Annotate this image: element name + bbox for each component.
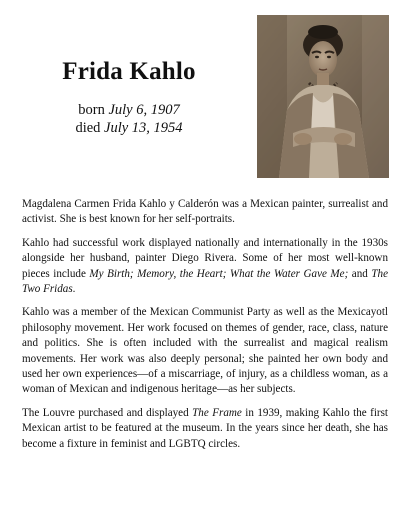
born-label: born	[78, 102, 105, 118]
works-list: My Birth; Memory, the Heart; What the Water Gave Me;	[89, 267, 349, 280]
biography-text	[22, 197, 388, 460]
paragraph-legacy-text-a: The Louvre purchased and displayed	[22, 406, 193, 419]
paragraph-legacy-text-b: in 1939, making Kahlo the first Mexican artist to be featured at the museum. In the years since her death, she has become a fixture in feminist and LGBTQ circles.	[22, 406, 389, 450]
paragraph-career-text-c: .	[72, 283, 76, 296]
paragraph-intro: Magdalena Carmen Frida Kahlo y Calderón was a Mexican painter, surrealist and activist. She is best known for her self-portraits.	[22, 198, 388, 226]
work-two-fridas: The Two Fridas	[22, 267, 388, 296]
paragraph-career	[22, 236, 388, 298]
paragraph-legacy	[22, 406, 388, 452]
page-title: Frida Kahlo	[62, 58, 196, 85]
born-date: July 6, 1907	[108, 102, 180, 118]
life-dates	[14, 101, 244, 137]
born-line	[14, 101, 244, 119]
header	[0, 0, 410, 190]
died-label: died	[75, 120, 101, 136]
died-line	[14, 119, 244, 137]
work-the-frame: The Frame	[192, 406, 242, 419]
portrait-photo	[257, 15, 389, 178]
died-date: July 13, 1954	[104, 120, 183, 136]
portrait-image	[257, 15, 389, 178]
paragraph-politics: Kahlo was a member of the Mexican Communist Party as well as the Mexicayotl philosophy movement. Her work focused on themes of gender, race, class, nature and politics. She is often included with the surrealist and magical realism movements. Her work was also deeply personal; she painted her own body and used her own experiences—of a miscarriage, of injury, as a childless woman, as a woman of Mexican and indigenous heritage—as her subjects.	[22, 306, 388, 396]
paragraph-career-text-b: and	[348, 267, 372, 280]
title-block	[14, 58, 244, 137]
paragraph-career-text-a: Kahlo had successful work displayed nationally and internationally in the 1930s alongside her husband, painter Diego Rivera. Some of her most well-known pieces include	[22, 236, 388, 280]
